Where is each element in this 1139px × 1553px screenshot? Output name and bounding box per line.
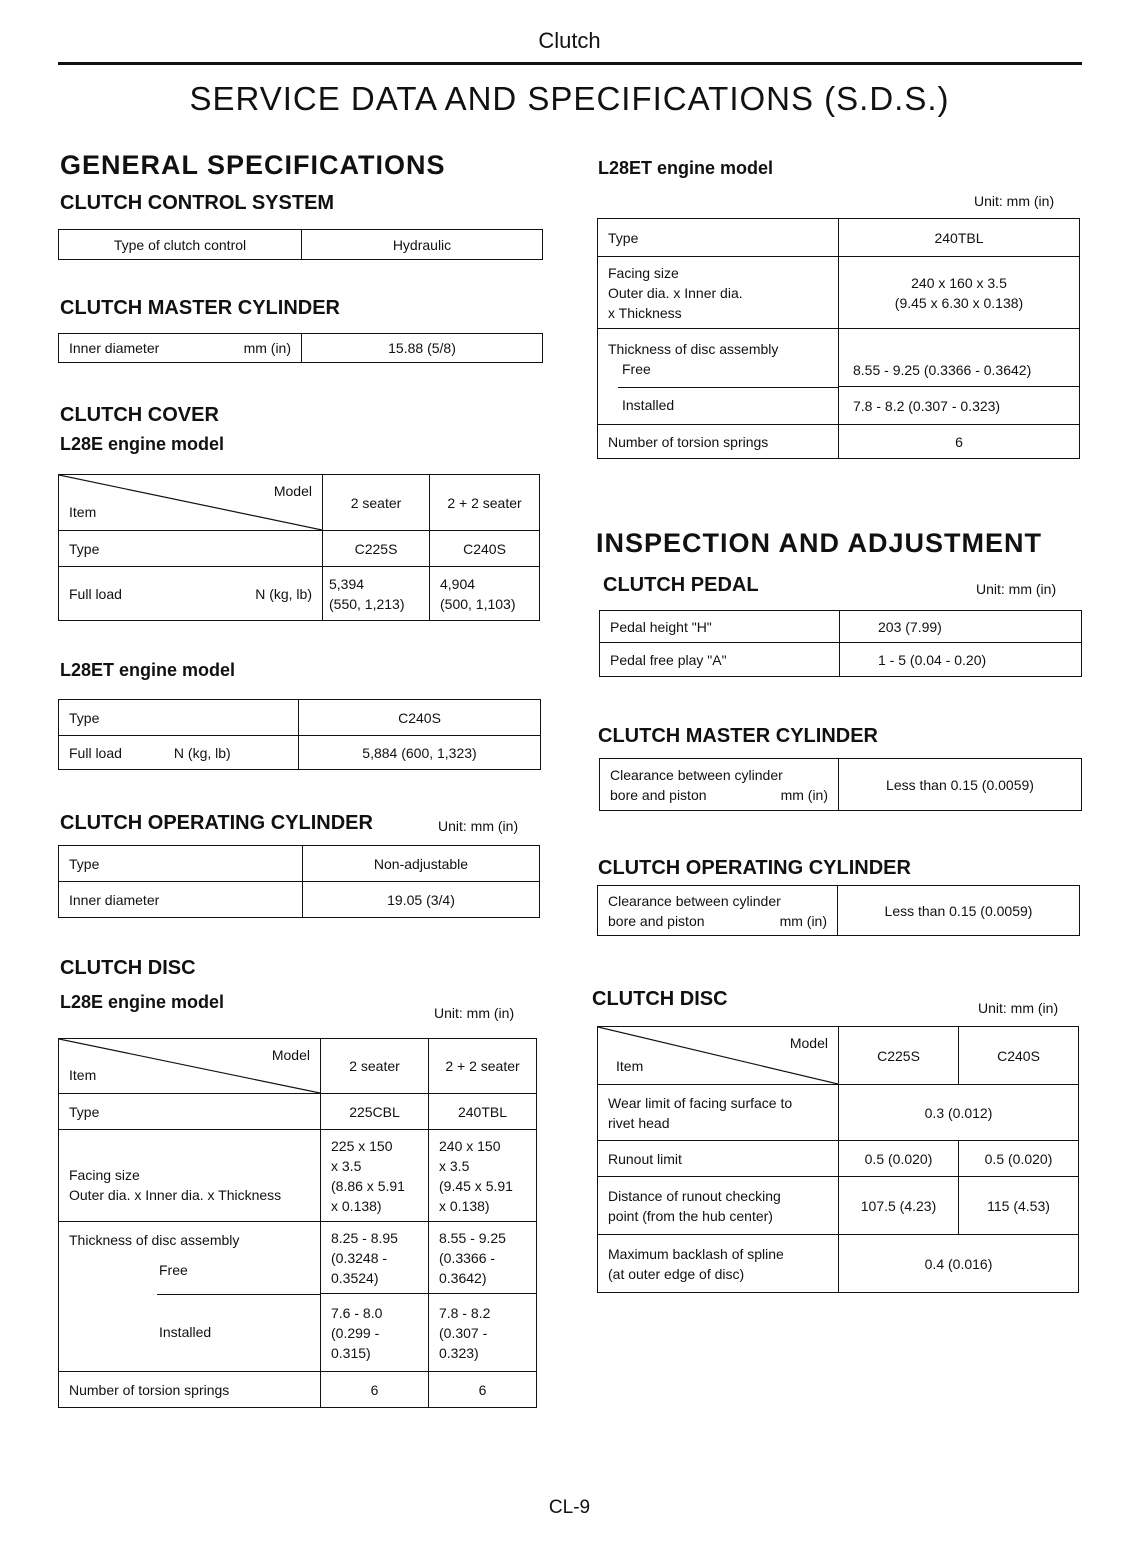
inspection-disc-table [597, 1026, 1079, 1293]
inspection-disc-unit: Unit: mm (in) [978, 1000, 1059, 1016]
runout-distance-v2: 115 (4.53) [959, 1177, 1079, 1235]
cover-l28e-heading: L28E engine model [60, 434, 225, 454]
clutch-pedal-table [599, 610, 1082, 677]
l28et-disc-free-value: 8.55 - 9.25 (0.3366 - 0.3642) [839, 329, 1080, 387]
pedal-height-label: Pedal height "H" [600, 611, 840, 643]
operating-type-value: Non-adjustable [303, 846, 540, 882]
runout-limit-label: Runout limit [598, 1141, 839, 1177]
cover-col-2plus2-seater: 2 + 2 seater [430, 475, 540, 531]
disc-free-v2: 8.55 - 9.25 (0.3366 - 0.3642) [429, 1222, 537, 1294]
disc-l28e-heading: L28E engine model [60, 992, 225, 1012]
inspection-operating-heading: CLUTCH OPERATING CYLINDER [598, 857, 911, 879]
l28et-disc-springs-value: 6 [839, 425, 1080, 459]
l28et-disc-table [597, 218, 1080, 459]
header-rule [58, 62, 1082, 65]
cover-l28et-table [58, 699, 541, 770]
runout-limit-v1: 0.5 (0.020) [839, 1141, 959, 1177]
inspection-disc-col-c225s: C225S [839, 1027, 959, 1085]
operating-cylinder-heading: CLUTCH OPERATING CYLINDER [60, 812, 373, 834]
inspection-master-table [599, 758, 1082, 811]
operating-inner-diameter-label: Inner diameter [59, 882, 303, 918]
master-clearance-value: Less than 0.15 (0.0059) [839, 759, 1082, 811]
spline-backlash-label: Maximum backlash of spline (at outer edge of disc) [598, 1235, 839, 1293]
operating-type-label: Type [59, 846, 303, 882]
wear-limit-label: Wear limit of facing surface to rivet head [598, 1085, 839, 1141]
general-specifications-heading: GENERAL SPECIFICATIONS [60, 150, 446, 180]
l28et-disc-type-value: 240TBL [839, 219, 1080, 257]
runout-limit-v2: 0.5 (0.020) [959, 1141, 1079, 1177]
l28et-type-value: C240S [299, 700, 541, 736]
master-inner-diameter-value: 15.88 (5/8) [302, 334, 543, 363]
cover-full-load-label: Full load N (kg, lb) [59, 567, 323, 621]
disc-torsion-springs-v2: 6 [429, 1372, 537, 1408]
runout-distance-v1: 107.5 (4.23) [839, 1177, 959, 1235]
l28et-disc-installed-label: Installed [598, 387, 839, 425]
l28et-disc-installed-value: 7.8 - 8.2 (0.307 - 0.323) [839, 387, 1080, 425]
master-inner-diameter-label: Inner diameter mm (in) [59, 334, 302, 363]
operating-clearance-label: Clearance between cylinder bore and piston mm (in) [598, 886, 838, 936]
page-number: CL-9 [548, 1497, 591, 1518]
clutch-cover-heading: CLUTCH COVER [60, 404, 219, 426]
inspection-disc-corner-cell: Model Item [598, 1027, 839, 1085]
pedal-height-value: 203 (7.99) [840, 611, 1082, 643]
disc-l28e-unit: Unit: mm (in) [434, 1005, 515, 1021]
disc-type-v1: 225CBL [321, 1094, 429, 1130]
disc-thickness-label: Thickness of disc assembly Free [59, 1222, 321, 1294]
cover-type-v1: C225S [323, 531, 430, 567]
clutch-control-heading: CLUTCH CONTROL SYSTEM [60, 192, 335, 214]
runout-distance-label: Distance of runout checking point (from the hub center) [598, 1177, 839, 1235]
running-title: Clutch [538, 28, 601, 53]
l28et-full-load-label: Full load N (kg, lb) [59, 736, 299, 770]
disc-facing-size-v1: 225 x 150 x 3.5 (8.86 x 5.91 x 0.138) [321, 1130, 429, 1222]
disc-installed-label: Installed [59, 1294, 321, 1372]
inspection-master-heading: CLUTCH MASTER CYLINDER [598, 725, 878, 747]
clutch-disc-heading: CLUTCH DISC [60, 957, 196, 979]
disc-free-v1: 8.25 - 8.95 (0.3248 - 0.3524) [321, 1222, 429, 1294]
pedal-free-play-value: 1 - 5 (0.04 - 0.20) [840, 643, 1082, 677]
control-type-value: Hydraulic [302, 230, 543, 260]
inspection-disc-col-c240s: C240S [959, 1027, 1079, 1085]
operating-inner-diameter-value: 19.05 (3/4) [303, 882, 540, 918]
page-title: SERVICE DATA AND SPECIFICATIONS (S.D.S.) [189, 80, 950, 117]
disc-facing-size-label: Facing size Outer dia. x Inner dia. x Thickness [59, 1130, 321, 1222]
disc-l28e-table [58, 1038, 537, 1408]
wear-limit-value: 0.3 (0.012) [839, 1085, 1079, 1141]
spline-backlash-value: 0.4 (0.016) [839, 1235, 1079, 1293]
inspection-disc-heading: CLUTCH DISC [592, 988, 728, 1010]
clutch-control-table [58, 229, 543, 260]
cover-l28et-heading: L28ET engine model [60, 660, 236, 680]
disc-facing-size-v2: 240 x 150 x 3.5 (9.45 x 5.91 x 0.138) [429, 1130, 537, 1222]
cover-type-label: Type [59, 531, 323, 567]
l28et-disc-thickness-label: Thickness of disc assembly Free [598, 329, 839, 387]
disc-installed-v1: 7.6 - 8.0 (0.299 - 0.315) [321, 1294, 429, 1372]
inspection-adjustment-heading: INSPECTION AND ADJUSTMENT [596, 528, 1043, 558]
master-cylinder-heading: CLUTCH MASTER CYLINDER [60, 297, 340, 319]
l28et-disc-heading: L28ET engine model [598, 158, 774, 178]
cover-l28e-table [58, 474, 540, 621]
clutch-pedal-heading: CLUTCH PEDAL [603, 574, 759, 596]
disc-type-label: Type [59, 1094, 321, 1130]
master-clearance-label: Clearance between cylinder bore and piston mm (in) [600, 759, 839, 811]
disc-torsion-springs-v1: 6 [321, 1372, 429, 1408]
l28et-disc-springs-label: Number of torsion springs [598, 425, 839, 459]
cover-full-load-v2: 4,904 (500, 1,103) [430, 567, 540, 621]
clutch-pedal-unit: Unit: mm (in) [976, 581, 1057, 597]
operating-clearance-value: Less than 0.15 (0.0059) [838, 886, 1080, 936]
inspection-operating-table [597, 885, 1080, 936]
operating-cylinder-table [58, 845, 540, 918]
l28et-disc-facing-value: 240 x 160 x 3.5 (9.45 x 6.30 x 0.138) [839, 257, 1080, 329]
l28et-disc-unit: Unit: mm (in) [974, 193, 1055, 209]
cover-corner-cell: Model Item [59, 475, 323, 531]
cover-type-v2: C240S [430, 531, 540, 567]
disc-corner-cell: Model Item [59, 1039, 321, 1094]
master-cylinder-table [58, 333, 543, 363]
disc-installed-v2: 7.8 - 8.2 (0.307 - 0.323) [429, 1294, 537, 1372]
disc-col-2plus2-seater: 2 + 2 seater [429, 1039, 537, 1094]
cover-full-load-v1: 5,394 (550, 1,213) [323, 567, 430, 621]
cover-col-2-seater: 2 seater [323, 475, 430, 531]
disc-torsion-springs-label: Number of torsion springs [59, 1372, 321, 1408]
disc-col-2-seater: 2 seater [321, 1039, 429, 1094]
disc-type-v2: 240TBL [429, 1094, 537, 1130]
l28et-full-load-value: 5,884 (600, 1,323) [299, 736, 541, 770]
l28et-disc-type-label: Type [598, 219, 839, 257]
l28et-type-label: Type [59, 700, 299, 736]
control-type-label: Type of clutch control [59, 230, 302, 260]
l28et-disc-facing-label: Facing size Outer dia. x Inner dia. x Thickness [598, 257, 839, 329]
pedal-free-play-label: Pedal free play "A" [600, 643, 840, 677]
operating-cylinder-unit: Unit: mm (in) [438, 818, 519, 834]
